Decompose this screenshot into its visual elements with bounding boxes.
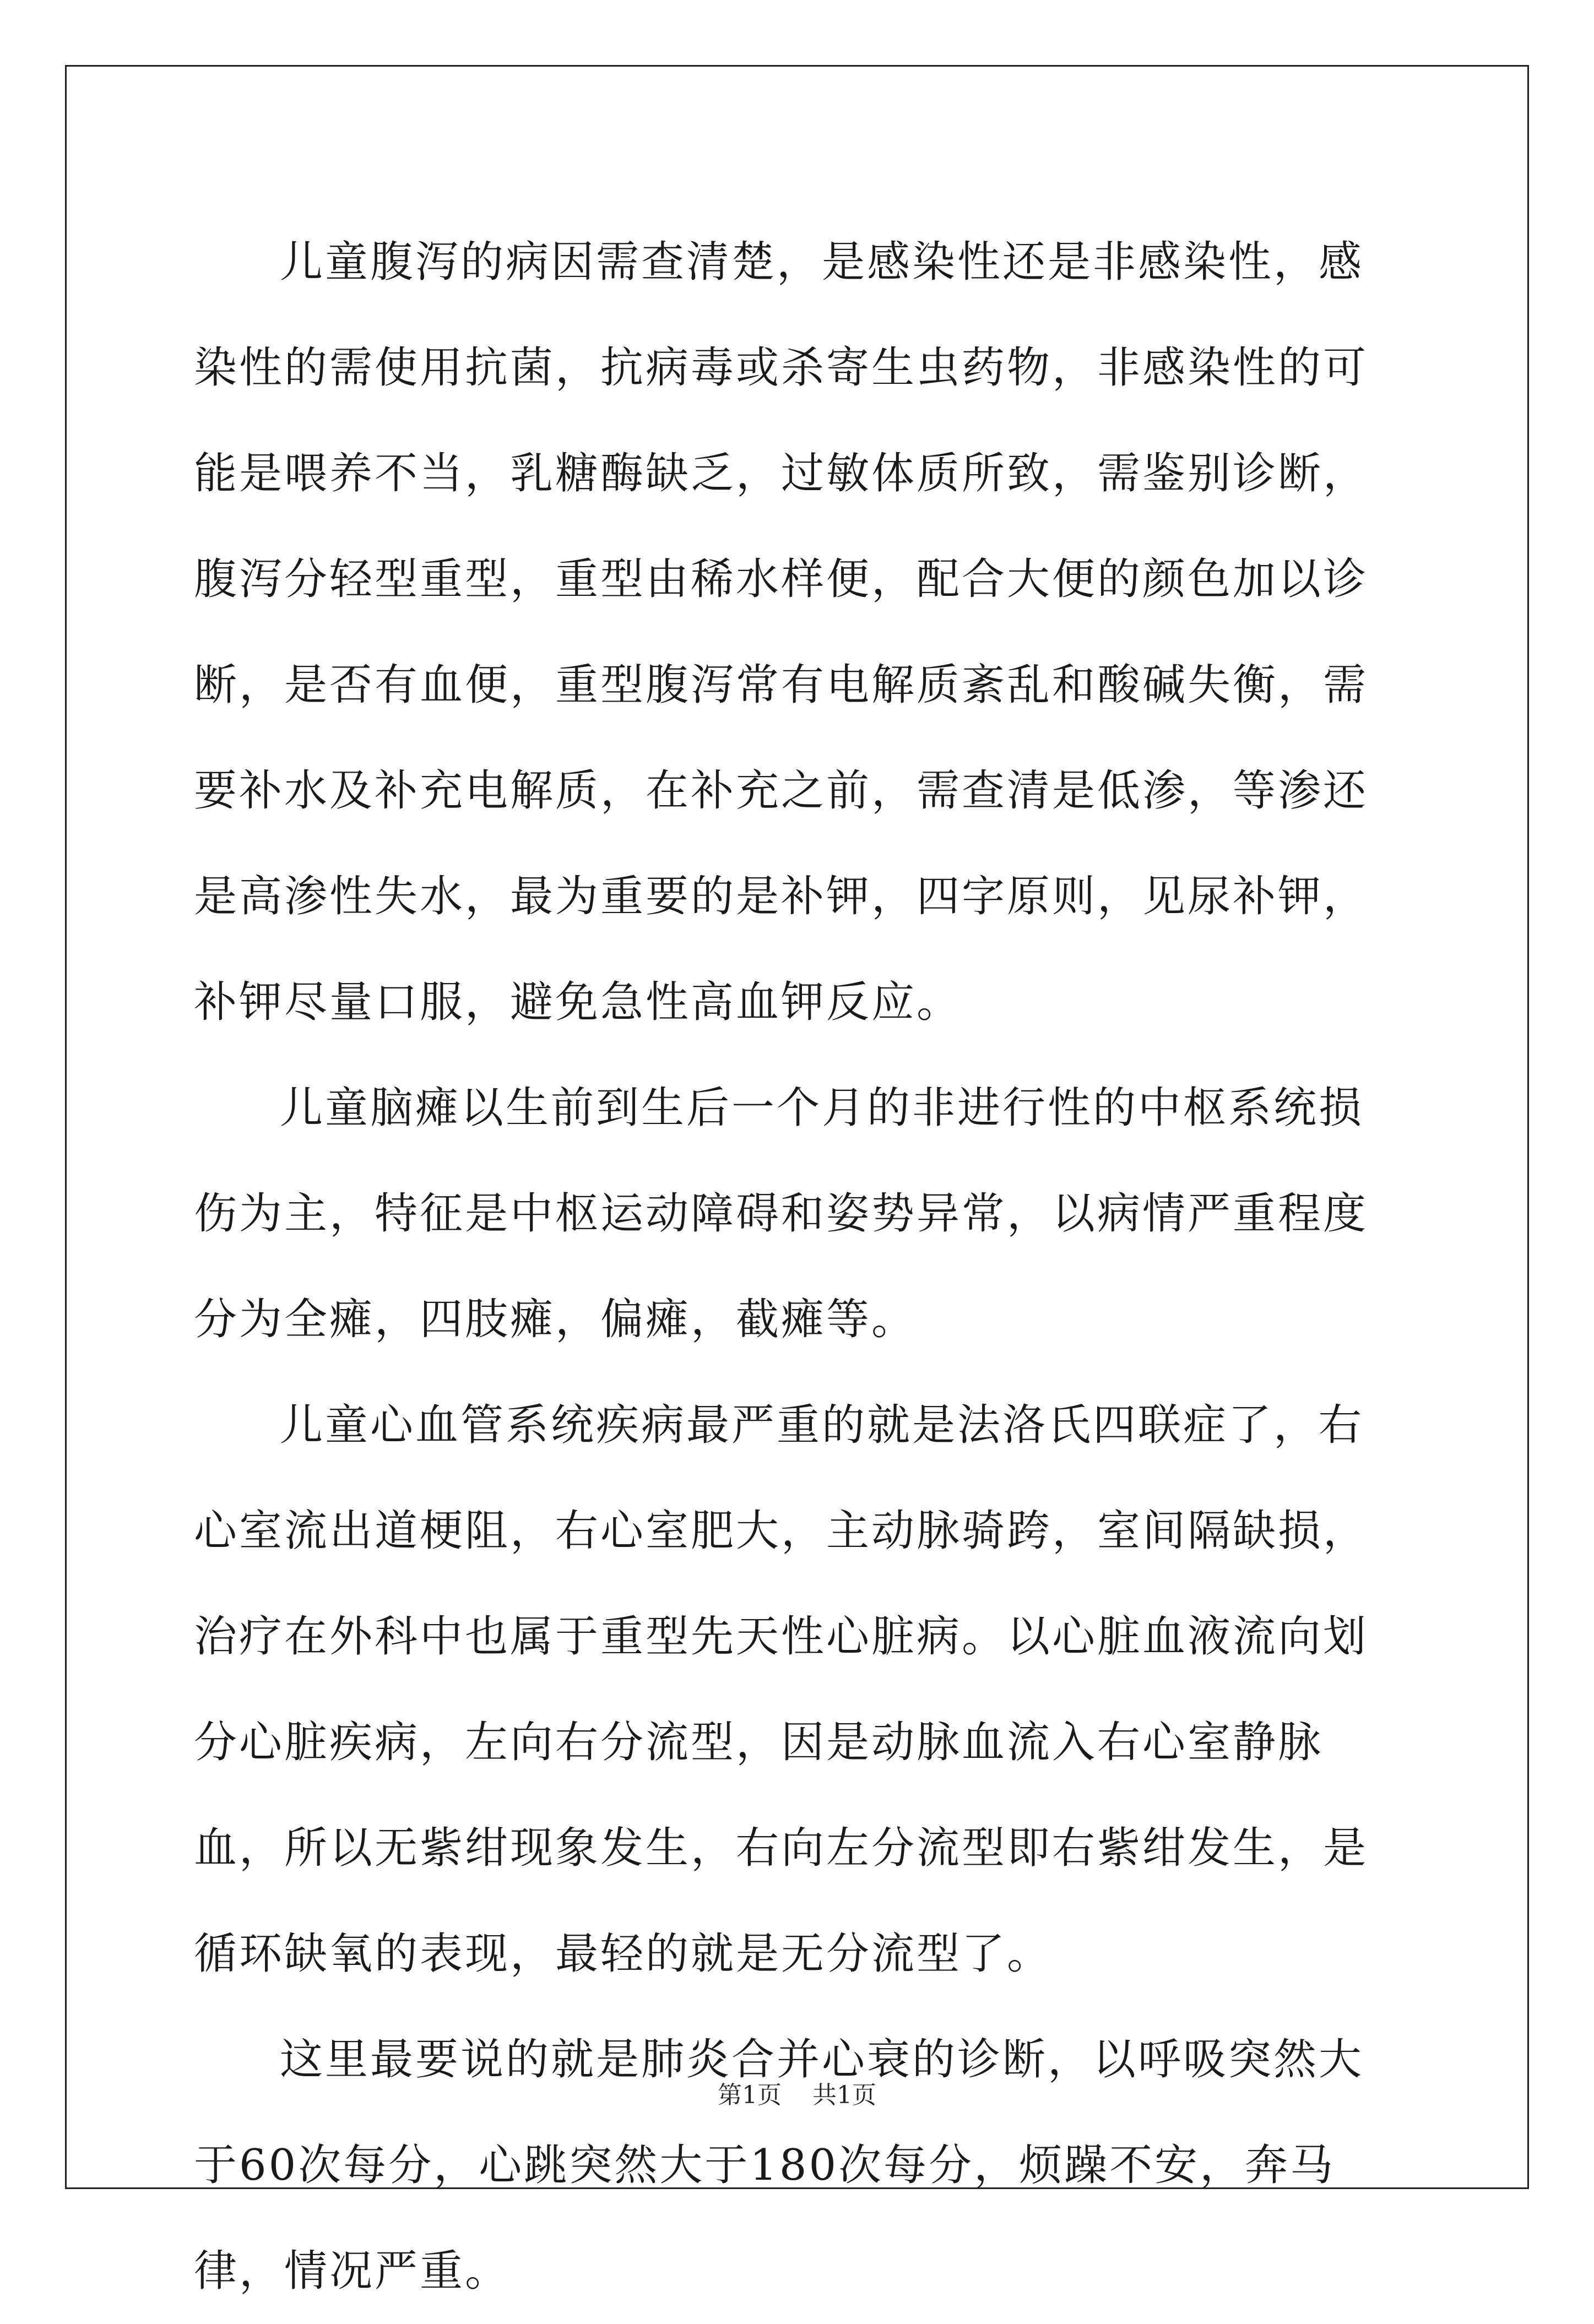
paragraph-cerebral-palsy: 儿童脑瘫以生前到生后一个月的非进行性的中枢系统损伤为主，特征是中枢运动障碍和姿势异常，以病情严重程度分为全瘫，四肢瘫，偏瘫，截瘫等。 [194,1083,1369,1344]
paragraph-cardiovascular: 儿童心血管系统疾病最严重的就是法洛氏四联症了，右心室流出道梗阻，右心室肥大，主动脉骑跨，室间隔缺损，治疗在外科中也属于重型先天性心脏病。以心脏血液流向划分心脏疾病，左向右分流型，因是动脉血流入右心室静脉血，所以无紫绀现象发生，右向左分流型即右紫绀发生，是循环缺氧的表现，最轻的就是无分流型了。 [194,1400,1369,1979]
document-body [194,209,1406,2324]
page-number-total: 共1页 [812,2081,876,2109]
page-number-current: 第1页 [718,2081,782,2109]
page-footer [0,2079,1594,2112]
paragraph-pneumonia-heart-failure: 这里最要说的就是肺炎合并心衰的诊断，以呼吸突然大于60次每分，心跳突然大于180次每分，烦躁不安，奔马律，情况严重。 [194,2035,1364,2296]
paragraph-diarrhea: 儿童腹泻的病因需查清楚，是感染性还是非感染性，感染性的需使用抗菌，抗病毒或杀寄生虫药物，非感染性的可能是喂养不当，乳糖酶缺乏，过敏体质所致，需鉴别诊断，腹泻分轻型重型，重型由稀水样便，配合大便的颜色加以诊断，是否有血便，重型腹泻常有电解质紊乱和酸碱失衡，需要补水及补充电解质，在补充之前，需查清是低渗，等渗还是高渗性失水，最为重要的是补钾，四字原则，见尿补钾，补钾尽量口服，避免急性高血钾反应。 [194,237,1369,1027]
